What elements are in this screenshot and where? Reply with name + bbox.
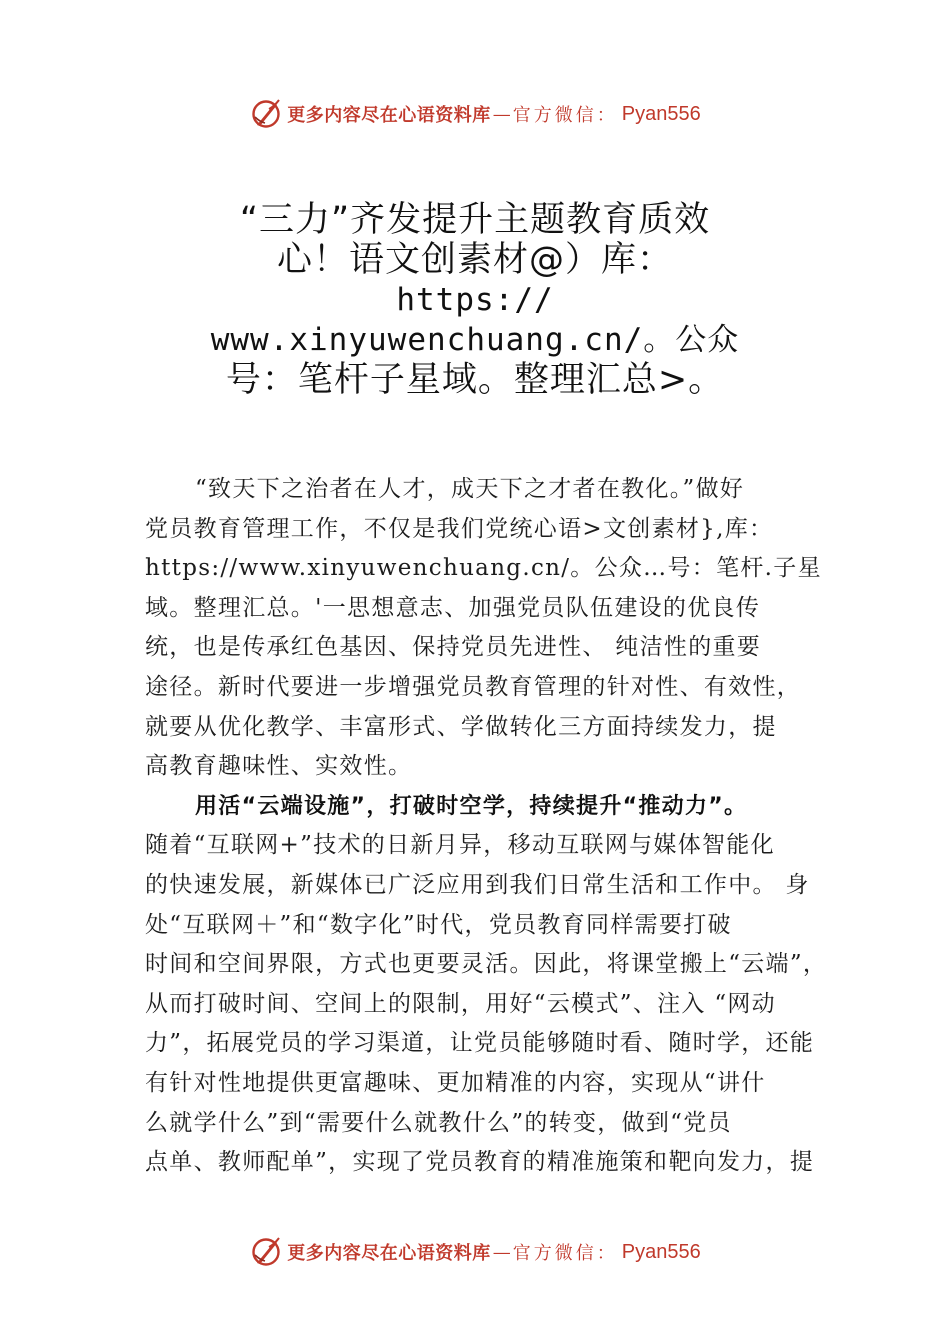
- document-body: [145, 470, 828, 1183]
- paragraph-line: 的快速发展，新媒体已广泛应用到我们日常生活和工作中。 身: [145, 871, 810, 898]
- banner-separator: —: [492, 103, 511, 125]
- banner-brand-text: 更多内容尽在心语资料库: [287, 105, 491, 126]
- section-heading: 用活“云端设施”，打破时空学，持续提升“推动力”。: [195, 793, 748, 819]
- quill-logo-icon: [249, 97, 283, 131]
- title-line: 心！语文创素材@）库：: [276, 240, 673, 280]
- paragraph-line: “致天下之治者在人才，成天下之才者在教化。”做好: [195, 476, 745, 502]
- paragraph-line: 点单、教师配单”，实现了党员教育的精准施策和靶向发力，提: [145, 1149, 815, 1176]
- paragraph-line: 处“互联网＋”和“数字化”时代，党员教育同样需要打破: [145, 911, 732, 938]
- banner-wechat-label: 官方微信：: [512, 1243, 618, 1264]
- header-banner: [0, 94, 950, 134]
- paragraph-line: 就要从优化教学、丰富形式、学做转化三方面持续发力，提: [145, 713, 777, 740]
- paragraph-line: 从而打破时间、空间上的限制，用好“云模式”、注入 “网动: [145, 990, 776, 1017]
- paragraph-line: 时间和空间界限，方式也更要灵活。因此，将课堂搬上“云端”，: [145, 951, 828, 978]
- paragraph-line: 党员教育管理工作，不仅是我们党统心语>文创素材},库：: [145, 515, 774, 542]
- title-line: 号：笔杆子星域。整理汇总>。: [225, 360, 725, 400]
- paragraph-line: 途径。新时代要进一步增强党员教育管理的针对性、有效性，: [145, 673, 802, 700]
- paragraph-line: 域。整理汇总。'一思想意志、加强党员队伍建设的优良传: [145, 594, 761, 621]
- paragraph-line: 么就学什么”到“需要什么就教什么”的转变，做到“党员: [145, 1109, 732, 1136]
- banner-wechat-id: Pyan556: [621, 1240, 701, 1263]
- paragraph-line: 有针对性地提供更富趣味、更加精准的内容，实现从“讲什: [145, 1069, 766, 1096]
- footer-banner: [0, 1232, 950, 1272]
- banner-wechat-id: Pyan556: [621, 102, 701, 125]
- banner-wechat-label: 官方微信：: [512, 105, 618, 126]
- title-line: www.xinyuwenchuang.cn/。公众: [210, 322, 740, 358]
- banner-separator: —: [492, 1241, 511, 1263]
- paragraph-line: https://www.xinyuwenchuang.cn/。公众…号：笔杆.子星: [145, 555, 822, 582]
- paragraph-line: 高教育趣味性、实效性。: [145, 753, 413, 780]
- title-line: “三力”齐发提升主题教育质效: [239, 200, 711, 240]
- quill-logo-icon: [249, 1235, 283, 1269]
- banner-brand-text: 更多内容尽在心语资料库: [287, 1243, 491, 1264]
- title-line: https://: [396, 282, 554, 318]
- document-title: [150, 200, 800, 400]
- paragraph-line: 统，也是传承红色基因、保持党员先进性、 纯洁性的重要: [145, 634, 762, 661]
- paragraph-line: 力”，拓展党员的学习渠道，让党员能够随时看、随时学，还能: [145, 1030, 815, 1057]
- paragraph-line: 随着“互联网+”技术的日新月异，移动互联网与媒体智能化: [145, 832, 775, 859]
